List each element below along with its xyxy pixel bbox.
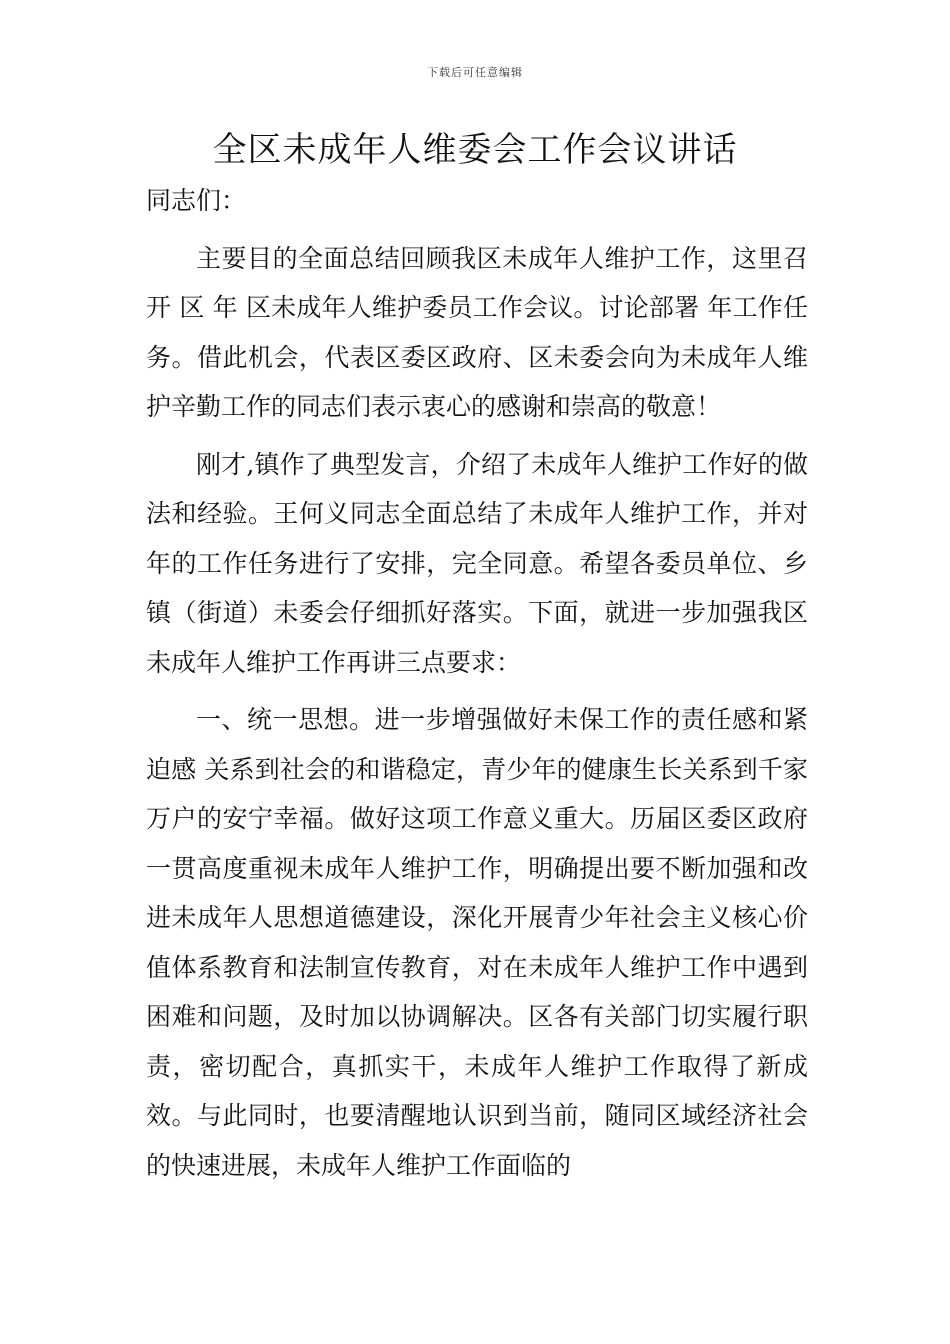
paragraph-opening: 主要目的全面总结回顾我区未成年人维护工作，这里召开 区 年 区未成年人维护委员工作会议。讨论部署 年工作任务。借此机会，代表区委区政府、区未委会向为未成年人维护辛勤工作的同志们表示衷心的感谢和崇高的敬意！ bbox=[146, 243, 808, 421]
paragraph-point-one: 一、统一思想。进一步增强做好未保工作的责任感和紧迫感 关系到社会的和谐稳定，青少年的健康生长关系到千家万户的安宁幸福。做好这项工作意义重大。历届区委区政府一贯高度重视未成年人维护工作，明确提出要不断加强和改进未成年人思想道德建设，深化开展青少年社会主义核心价值体系教育和法制宣传教育，对在未成年人维护工作中遇到困难和问题，及时加以协调解决。区各有关部门切实履行职责，密切配合，真抓实干，未成年人维护工作取得了新成效。与此同时，也要清醒地认识到当前，随同区域经济社会的快速进展，未成年人维护工作面临的 bbox=[146, 705, 808, 1180]
paragraph-requirements-intro: 刚才,镇作了典型发言，介绍了未成年人维护工作好的做法和经验。王何义同志全面总结了未成年人维护工作，并对 年的工作任务进行了安排，完全同意。希望各委员单位、乡镇（街道）未委会仔细抓好落实。下面，就进一步加强我区未成年人维护工作再讲三点要求： bbox=[146, 449, 808, 677]
header-note: 下载后可任意编辑 bbox=[427, 66, 523, 79]
document-title: 全区未成年人维委会工作会议讲话 bbox=[212, 130, 738, 170]
salutation: 同志们： bbox=[146, 186, 247, 215]
document-body bbox=[146, 176, 808, 1190]
